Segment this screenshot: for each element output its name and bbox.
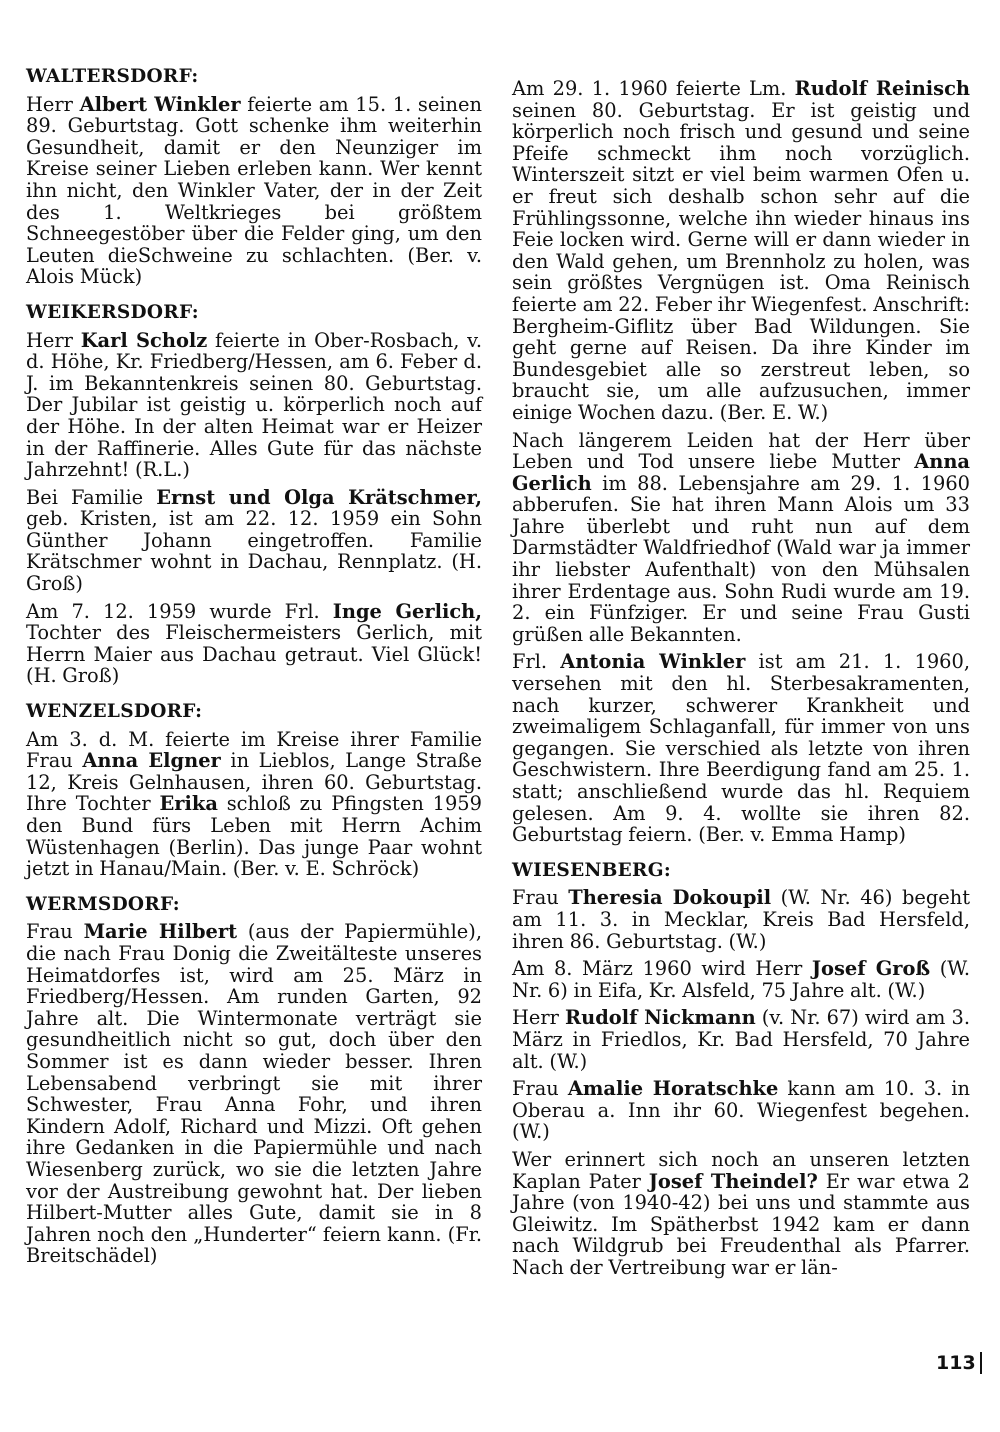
person-name: Rudolf Reinisch (794, 77, 970, 100)
person-name: Ernst und Olga Krätschmer, (156, 485, 482, 509)
section-heading: WIESENBERG: (512, 859, 671, 881)
paragraph-text: Herr (512, 1006, 566, 1030)
article-paragraph (26, 330, 482, 481)
paragraph-text: Er war etwa 2 Jahre (von 1940-42) bei uns und stammte aus Gleiwitz. Im Spätherbst 1942 kam er dann nach Wildgrub bei Freudenthal als Pfarrer. Nach der Vertreibung war er län- (512, 1169, 971, 1279)
section-heading: WENZELSDORF: (26, 701, 203, 723)
article-paragraph (512, 1149, 970, 1279)
left-column (26, 66, 482, 1273)
paragraph-text: Herr (26, 92, 80, 116)
person-name: Erika (159, 792, 218, 816)
section-heading: WERMSDORF: (26, 893, 180, 915)
section-heading: WEIKERSDORF: (26, 301, 199, 323)
paragraph-text: Bei Familie (26, 485, 157, 509)
paragraph-text: (aus der Papiermühle), die nach Frau Donig die Zweitälteste unseres Heimatdorfes ist, wird am 25. März in Friedberg/Hessen. Am runden Garten, 92 Jahre alt. Die Wintermonate verträgt sie gesundheitlich nicht so gut, doch über den Sommer ist es dann wieder besser. Ihren Lebensabend verbringt sie mit ihrer Schwester, Frau Anna Fohr, und ihren Kindern Adolf, Richard und Mizzi. Oft gehen ihre Gedanken in die Papiermühle und nach Wiesenberg zurück, wo sie die letzten Jahre vor der Austreibung gewohnt hat. Der lieben Hilbert-Mutter alles Gute, damit sie in 8 Jahren noch den „Hunderter“ feiern kann. (Fr. Breitschädel) (26, 920, 483, 1268)
page-number: 113 (936, 1352, 982, 1374)
article-paragraph (26, 601, 482, 687)
paragraph-text: Frau (512, 886, 569, 910)
paragraph-text: Nach längerem Leiden hat der Herr über Leben und Tod unsere liebe Mutter (512, 428, 970, 474)
person-name: Karl Scholz (80, 328, 208, 352)
right-column (512, 78, 970, 1284)
person-name: Rudolf Nickmann (565, 1006, 756, 1030)
article-paragraph (26, 94, 482, 288)
article-paragraph (26, 487, 482, 595)
person-name: Theresia Dokoupil (568, 886, 772, 910)
paragraph-text: Herr (26, 328, 81, 352)
paragraph-text: (W. Nr. 6) in Eifa, Kr. Alsfeld, 75 Jahre alt. (W.) (512, 957, 970, 1002)
paragraph-text: seinen 80. Geburtstag. Er ist geistig und körperlich noch frisch und gesund und seine Pfeife schmeckt ihm noch vorzüglich. Winterszeit sitzt er viel beim warmen Ofen u. er freut sich deshalb schon sehr auf die Frühlingssonne, welche ihn wieder hinaus ins Feie locken wird. Gerne will er dann wieder in den Wald gehen, um Brennholz zu holen, was sein größtes Vergnügen ist. Oma Reinisch feierte am 22. Feber ihr Wiegenfest. Anschrift: Bergheim-Giflitz über Bad Wildungen. Sie geht gerne auf Reisen. Da ihre Kinder im Bundesgebiet alle so zerstreut leben, so braucht sie, um alle aufzusuchen, immer einige Wochen dazu. (Ber. E. W.) (512, 98, 970, 424)
paragraph-text: kann am 10. 3. in Oberau a. Inn ihr 60. Wiegenfest begehen. (W.) (512, 1077, 970, 1144)
paragraph-text: (v. Nr. 67) wird am 3. März in Friedlos, Kr. Bad Hersfeld, 70 Jahre alt. (W.) (512, 1006, 970, 1073)
paragraph-text: ist am 21. 1. 1960, versehen mit den hl. Sterbesakramenten, nach kurzer, schwerer Krankheit und zweimaligem Schlaganfall, für immer von uns gegangen. Sie verschied als letzte von ihren Geschwistern. Ihre Beerdigung fand am 25. 1. statt; anschließend wurde das hl. Requiem gelesen. Am 9. 4. wollte sie ihren 82. Geburtstag feiern. (Ber. v. Emma Hamp) (512, 650, 971, 847)
person-name: Inge Gerlich, (332, 599, 482, 623)
article-paragraph (512, 651, 970, 845)
person-name: Antonia Winkler (560, 650, 746, 674)
article-paragraph (512, 958, 970, 1001)
paragraph-text: feierte in Ober-Rosbach, v. d. Höhe, Kr. Friedberg/Hessen, am 6. Feber d. J. im Bekanntenkreis seinen 80. Geburtstag. Der Jubilar ist geistig u. körperlich noch auf der Höhe. In der alten Heimat war er Heizer in der Raffinerie. Alles Gute für das nächste Jahrzehnt! (R.L.) (26, 328, 482, 482)
section-heading: WALTERSDORF: (26, 66, 199, 87)
person-name: Marie Hilbert (83, 920, 238, 944)
paragraph-text: geb. Kristen, ist am 22. 12. 1959 ein Sohn Günther Johann eingetroffen. Familie Krätschmer wohnt in Dachau, Rennplatz. (H. Groß) (26, 507, 482, 596)
paragraph-text: Am 8. März 1960 wird Herr (512, 957, 812, 981)
article-paragraph (512, 1078, 970, 1143)
paragraph-text: im 88. Lebensjahre am 29. 1. 1960 abberufen. Sie hat ihren Mann Alois um 33 Jahre überlebt und ruht nun auf dem Darmstädter Waldfriedhof (Wald war ja immer ihr liebster Aufenthalt) von den Mühsalen ihrer Erdentage aus. Sohn Rudi wurde am 19. 2. ein Fünfziger. Er und seine Frau Gusti grüßen alle Bekannten. (512, 471, 970, 646)
person-name: Josef Groß (811, 957, 931, 981)
paragraph-text: Am 7. 12. 1959 wurde Frl. (26, 599, 333, 623)
article-paragraph (512, 78, 970, 424)
paragraph-text: (W. Nr. 46) begeht am 11. 3. in Mecklar, Kreis Bad Hersfeld, ihren 86. Geburtstag. (W.) (512, 886, 970, 953)
paragraph-text: schloß zu Pfingsten 1959 den Bund fürs Leben mit Herrn Achim Wüstenhagen (Berlin). Das junge Paar wohnt jetzt in Hanau/Main. (Ber. v. E. Schröck) (26, 792, 482, 881)
paragraph-text: Tochter des Fleischermeisters Gerlich, mit Herrn Maier aus Dachau getraut. Viel Glück! (H. Groß) (26, 621, 482, 688)
paragraph-text: Am 3. d. M. feierte im Kreise ihrer Familie Frau (26, 727, 482, 773)
person-name: Albert Winkler (79, 92, 241, 116)
person-name: Anna Gerlich (512, 450, 970, 495)
paragraph-text: Frau (512, 1077, 568, 1101)
article-paragraph (512, 1007, 970, 1072)
article-paragraph (26, 729, 482, 880)
person-name: Josef Theindel? (648, 1169, 818, 1193)
paragraph-text: Wer erinnert sich noch an unseren letzten Kaplan Pater (512, 1147, 970, 1193)
article-paragraph (26, 921, 482, 1267)
paragraph-text: Frl. (512, 650, 561, 674)
paragraph-text: in Lieblos, Lange Straße 12, Kreis Gelnhausen, ihren 60. Geburtstag. Ihre Tochter (26, 749, 482, 816)
paragraph-text: Am 29. 1. 1960 feierte Lm. (512, 77, 795, 100)
person-name: Amalie Horatschke (567, 1077, 779, 1101)
paragraph-text: Frau (26, 920, 84, 944)
article-paragraph (512, 887, 970, 952)
paragraph-text: feierte am 15. 1. seinen 89. Geburtstag. Gott schenke ihm weiterhin Gesundheit, damit er den Neunziger im Kreise seiner Lieben erleben kann. Wer kennt ihn nicht, den Winkler Vater, der in der Zeit des 1. Weltkrieges bei größtem Schneegestöber über die Felder ging, um den Leuten dieSchweine zu schlachten. (Ber. v. Alois Mück) (26, 92, 482, 289)
article-paragraph (512, 430, 970, 646)
person-name: Anna Elgner (82, 749, 221, 773)
